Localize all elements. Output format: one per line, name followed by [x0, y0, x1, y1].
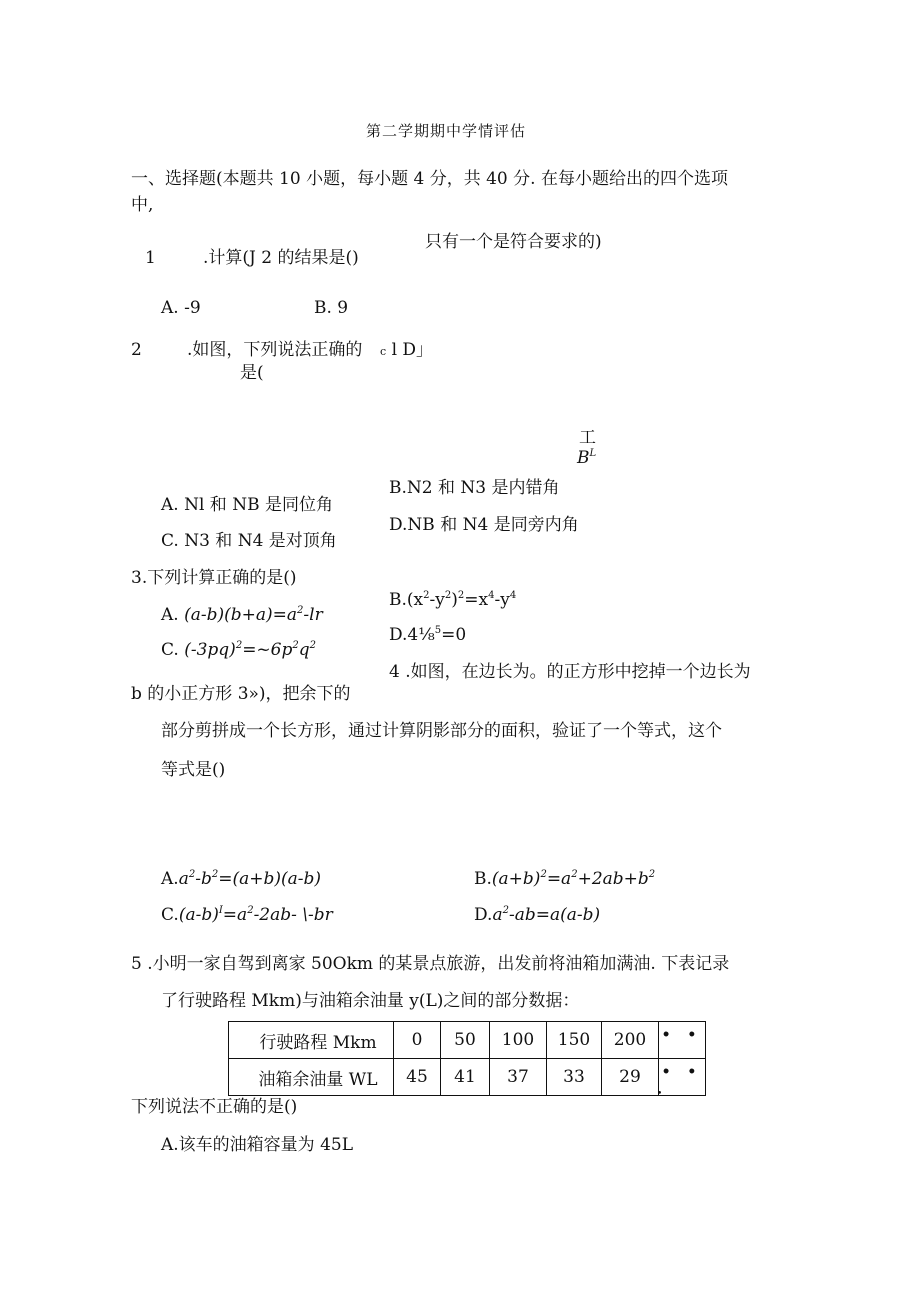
q3-c-part: q [298, 640, 310, 660]
q2-stem: .如图，下列说法正确的 [187, 340, 363, 360]
ellipsis-dots: • • [661, 1027, 703, 1043]
q3-b-part: -y [429, 590, 445, 610]
q4-c-sup: I [218, 905, 223, 916]
section-instruction: 一、选择题(本题共 10 小题，每小题 4 分，共 40 分. 在每小题给出的四个选项 [131, 169, 728, 189]
section-instruction-wrap: 中, [131, 195, 154, 215]
q4-b-sup: 2 [540, 869, 547, 880]
q3-b-part: =x [464, 590, 489, 610]
table-cell: 41 [441, 1059, 490, 1096]
table-cell: 37 [490, 1059, 547, 1096]
q3-a-prefix: A. [161, 605, 179, 625]
q2-figure-char: 工 [579, 428, 596, 448]
q4-option-a [161, 871, 321, 888]
q3-b-part: B.(x [389, 590, 424, 610]
q4-b-prefix: B. [474, 869, 492, 889]
q3-c-formula: (-3pq) [184, 640, 236, 660]
q3-b-sup: 2 [444, 590, 452, 601]
q2-option-b: B.N2 和 N3 是内错角 [389, 478, 560, 498]
q4-c-sup: 2 [247, 905, 254, 916]
q1-number: 1 [145, 248, 156, 268]
q3-b-part: ) [451, 590, 458, 610]
q3-option-b [389, 592, 516, 609]
q2-figure-answer: l D」 [391, 340, 434, 360]
table-ellipsis-tail: • [657, 1089, 663, 1099]
q3-d-part: =0 [441, 625, 467, 645]
q4-a-sup: 2 [211, 869, 219, 880]
table-cell: 0 [394, 1022, 441, 1059]
q4-option-b [474, 871, 655, 888]
q3-c-sup: 2 [292, 640, 299, 651]
q2-option-c: C. N3 和 N4 是对顶角 [161, 531, 337, 551]
q2-figure-point-b [577, 450, 596, 467]
q4-a-part: a [178, 869, 189, 889]
q3-b-sup: 2 [423, 590, 430, 601]
q4-option-c [161, 907, 333, 924]
q3-c-sup: 2 [309, 640, 317, 651]
q3-c-part: =~6p [242, 640, 293, 660]
table-header-distance: 行驶路程 Mkm [229, 1022, 394, 1059]
q3-a-tail: -lr [303, 605, 323, 625]
q5-option-a: A.该车的油箱容量为 45L [161, 1135, 354, 1155]
q4-b-part: (a+b) [491, 869, 541, 889]
table-cell: 200 [602, 1022, 659, 1059]
q4-d-prefix: D. [474, 905, 493, 925]
q4-b-part: +2ab+b [577, 869, 649, 889]
q4-option-d [474, 907, 600, 924]
ellipsis-dots: • • [661, 1064, 703, 1080]
q5-question: 下列说法不正确的是() [131, 1097, 298, 1117]
q4-stem-line3: 部分剪拼成一个长方形，通过计算阴影部分的面积，验证了一个等式，这个 [161, 721, 722, 741]
table-cell: 45 [394, 1059, 441, 1096]
q4-d-part: a [492, 905, 503, 925]
q2-figure-b: B [577, 448, 590, 468]
q4-stem-line4: 等式是() [161, 760, 226, 780]
q2-option-d: D.NB 和 N4 是同旁内角 [389, 515, 579, 535]
q4-b-sup: 2 [571, 869, 578, 880]
q3-b-sup: 4 [488, 590, 495, 601]
q1-option-a: A. -9 [161, 298, 201, 318]
q4-c-part: =a [222, 905, 248, 925]
q3-c-prefix: C. [161, 640, 179, 660]
q2-number: 2 [131, 340, 142, 360]
table-cell: 50 [441, 1022, 490, 1059]
table-row [229, 1059, 706, 1096]
q3-stem: 3.下列计算正确的是() [131, 568, 297, 588]
q3-b-sup: 4 [509, 590, 517, 601]
q2-option-a: A. Nl 和 NB 是同位角 [161, 495, 333, 515]
q4-c-part: -2ab- \-br [253, 905, 333, 925]
q3-b-sup: 2 [457, 590, 465, 601]
table-cell-ellipsis [659, 1059, 706, 1096]
q2-figure-label [380, 342, 433, 359]
q4-stem: 4 .如图，在边长为。的正方形中挖掉一个边长为 [389, 662, 751, 682]
q3-option-c [161, 642, 316, 659]
q3-d-sup: 5 [434, 625, 442, 636]
page-title: 第二学期期中学情评估 [366, 122, 527, 140]
q4-a-part: =(a+b)(a-b) [218, 869, 322, 889]
q1-option-b: B. 9 [314, 298, 349, 318]
table-cell-ellipsis [659, 1022, 706, 1059]
q4-d-sup: 2 [502, 905, 509, 916]
q2-figure-label-c: c [380, 345, 387, 358]
q4-stem-line2: b 的小正方形 3»)，把余下的 [131, 684, 351, 704]
table-header-fuel: 油箱余油量 WL [229, 1059, 394, 1096]
q3-option-a [161, 607, 323, 624]
q3-a-sup: 2 [297, 605, 304, 616]
q1-stem: .计算(J 2 的结果是() [203, 248, 359, 268]
q3-c-sup: 2 [235, 640, 243, 651]
q2-stem-wrap: 是( [240, 363, 264, 383]
q5-data-table [228, 1021, 706, 1096]
q3-a-formula: (a-b)(b+a)=a [184, 605, 298, 625]
table-cell: 150 [547, 1022, 602, 1059]
q5-stem: 5 .小明一家自驾到离家 50Okm 的某景点旅游，出发前将油箱加满油. 下表记录 [131, 954, 730, 974]
q4-b-sup: 2 [648, 869, 656, 880]
table-cell: 29 [602, 1059, 659, 1096]
q5-stem-line2: 了行驶路程 Mkm)与油箱余油量 y(L)之间的部分数据： [161, 991, 580, 1011]
section-instruction-tail: 只有一个是符合要求的) [425, 232, 602, 252]
table-cell: 100 [490, 1022, 547, 1059]
q4-b-part: =a [546, 869, 572, 889]
q3-b-part: -y [494, 590, 510, 610]
q4-a-part: -b [195, 869, 212, 889]
q2-figure-b-sup: L [589, 448, 597, 459]
q4-c-part: (a-b) [178, 905, 219, 925]
q3-d-part: D.4⅛ [389, 625, 435, 645]
table-cell: 33 [547, 1059, 602, 1096]
q4-c-prefix: C. [161, 905, 179, 925]
q4-d-part: -ab=a(a-b) [508, 905, 601, 925]
q4-a-sup: 2 [188, 869, 196, 880]
q3-option-d [389, 627, 466, 644]
q4-a-prefix: A. [161, 869, 179, 889]
table-row [229, 1022, 706, 1059]
